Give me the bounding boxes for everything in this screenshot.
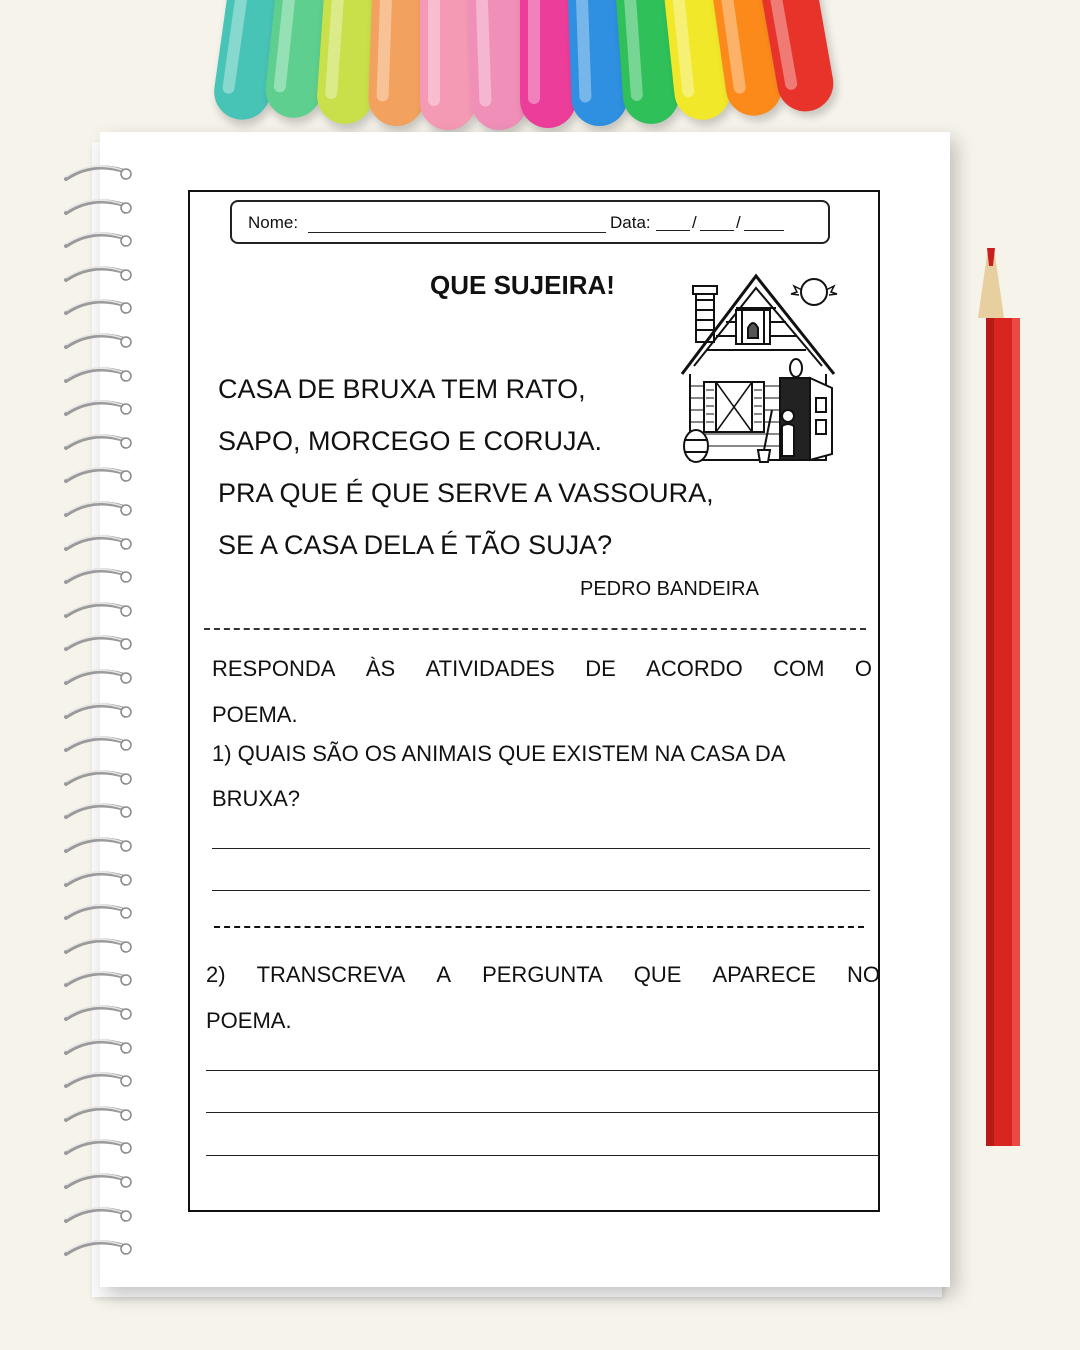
spiral-ring <box>62 1005 134 1021</box>
date-separator: / <box>736 213 741 232</box>
section-divider <box>214 926 864 928</box>
spiral-ring <box>62 602 134 618</box>
spiral-ring <box>62 703 134 719</box>
spiral-ring <box>62 669 134 685</box>
poem-author: PEDRO BANDEIRA <box>580 578 759 600</box>
spiral-ring <box>62 535 134 551</box>
spiral-ring <box>62 1173 134 1189</box>
section-divider <box>204 628 866 630</box>
spiral-ring <box>62 333 134 349</box>
date-day-field[interactable] <box>656 230 690 231</box>
spiral-ring <box>62 568 134 584</box>
poem-line: PRA QUE É QUE SERVE A VASSOURA, <box>218 478 714 508</box>
spiral-ring <box>62 199 134 215</box>
spiral-ring <box>62 1039 134 1055</box>
red-pencil <box>974 248 1020 1148</box>
date-label: Data: <box>610 213 651 232</box>
colored-markers <box>220 0 860 140</box>
poem-line: SE A CASA DELA É TÃO SUJA? <box>218 530 613 560</box>
spiral-ring <box>62 938 134 954</box>
spiral-ring <box>62 232 134 248</box>
spiral-binding <box>62 165 142 1275</box>
date-year-field[interactable] <box>744 230 784 231</box>
date-separator: / <box>692 213 697 232</box>
spiral-ring <box>62 1139 134 1155</box>
spiral-ring <box>62 467 134 483</box>
poem-line: CASA DE BRUXA TEM RATO, <box>218 374 586 404</box>
spiral-ring <box>62 904 134 920</box>
page-title: QUE SUJEIRA! <box>430 270 615 300</box>
haunted-house-illustration <box>676 270 846 470</box>
spiral-ring <box>62 635 134 651</box>
spiral-ring <box>62 1240 134 1256</box>
poem-line: SAPO, MORCEGO E CORUJA. <box>218 426 603 456</box>
question-1: 1) QUAIS SÃO OS ANIMAIS QUE EXISTEM NA CASA DA <box>212 741 786 766</box>
spiral-ring <box>62 736 134 752</box>
instruction-text: RESPONDA ÀS ATIVIDADES DE ACORDO COM O <box>212 656 872 681</box>
name-field[interactable] <box>308 232 606 233</box>
spiral-ring <box>62 1207 134 1223</box>
spiral-ring <box>62 367 134 383</box>
answer-line[interactable] <box>206 1070 878 1071</box>
question-1-continuation: BRUXA? <box>212 786 301 811</box>
instruction-text-end: POEMA. <box>212 702 298 727</box>
question-2: 2) TRANSCREVA A PERGUNTA QUE APARECE NO <box>206 962 880 987</box>
spiral-ring <box>62 434 134 450</box>
spiral-ring <box>62 299 134 315</box>
spiral-ring <box>62 871 134 887</box>
name-label: Nome: <box>248 213 299 232</box>
answer-line[interactable] <box>206 1155 878 1156</box>
spiral-ring <box>62 165 134 181</box>
spiral-ring <box>62 400 134 416</box>
question-2-continuation: POEMA. <box>206 1008 292 1033</box>
spiral-ring <box>62 770 134 786</box>
name-date-box <box>230 200 830 244</box>
spiral-ring <box>62 501 134 517</box>
spiral-ring <box>62 971 134 987</box>
date-month-field[interactable] <box>700 230 734 231</box>
answer-line[interactable] <box>212 890 870 891</box>
spiral-ring <box>62 1072 134 1088</box>
spiral-ring <box>62 266 134 282</box>
spiral-ring <box>62 837 134 853</box>
spiral-ring <box>62 803 134 819</box>
spiral-ring <box>62 1106 134 1122</box>
answer-line[interactable] <box>212 848 870 849</box>
answer-line[interactable] <box>206 1112 878 1113</box>
marker <box>520 0 576 128</box>
